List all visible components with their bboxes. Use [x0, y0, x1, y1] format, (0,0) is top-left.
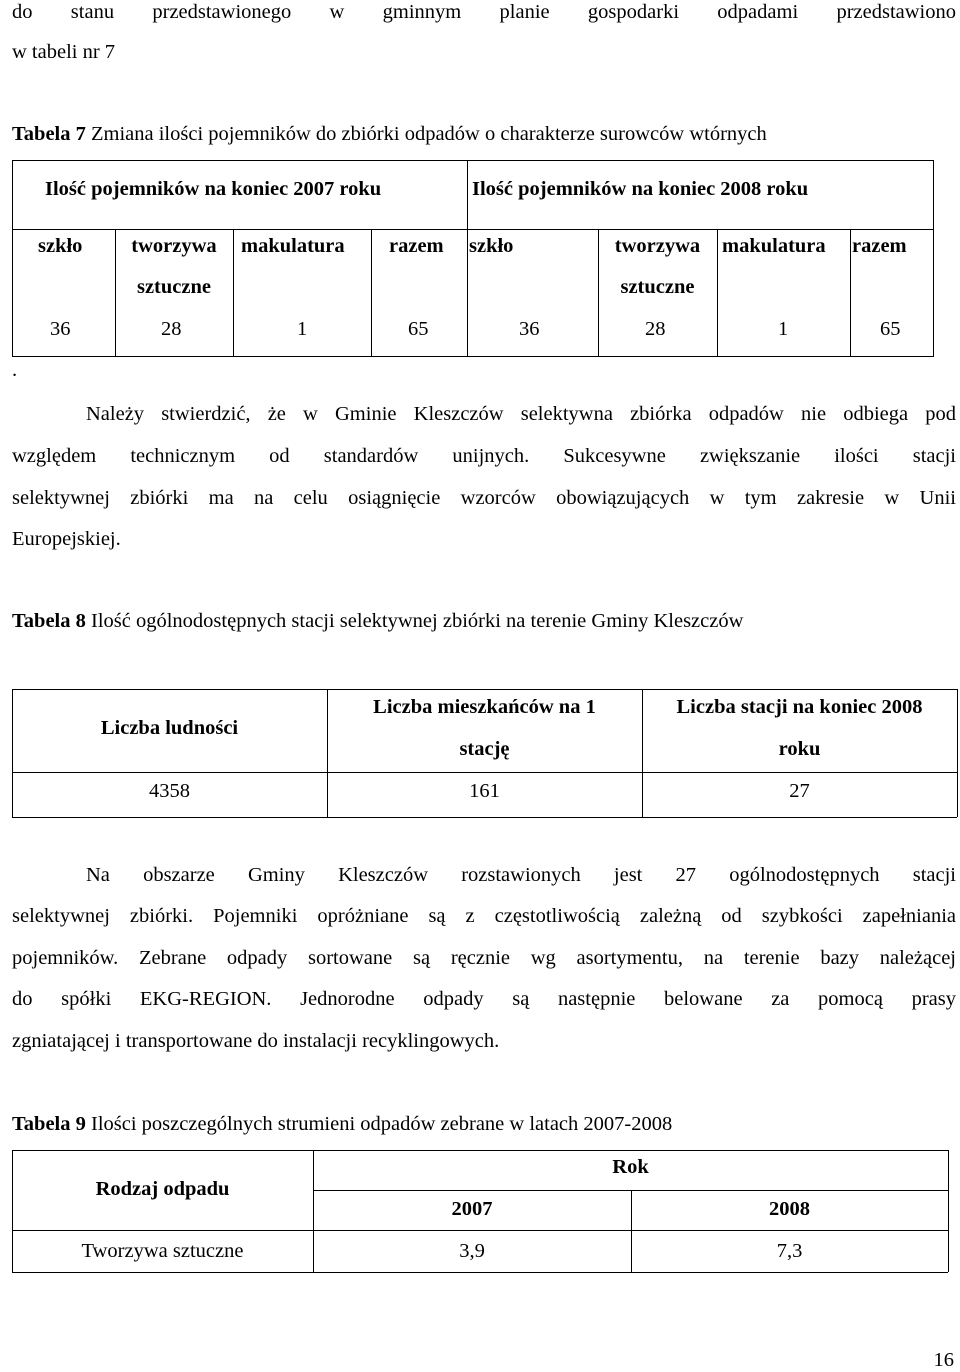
table7-caption-label: Tabela 7	[12, 123, 86, 145]
para1-line-1: Należy stwierdzić, że w Gminie Kleszczów selektywna zbiórka odpadów nie odbiega pod	[86, 403, 956, 425]
para1-line-4: Europejskiej.	[12, 528, 121, 550]
table8-header-ludnosc: Liczba ludności	[100, 717, 239, 739]
intro-line-2: w tabeli nr 7	[12, 41, 116, 63]
table9-header-rok: Rok	[612, 1156, 649, 1178]
table7-value-makulatura-2008: 1	[778, 318, 789, 340]
table8-value-ludnosc: 4358	[149, 780, 190, 802]
table7-value-razem-2007: 65	[408, 318, 429, 340]
table9-row-2007: 3,9	[459, 1240, 485, 1262]
table7-header-sztuczne-2007: sztuczne	[136, 276, 211, 298]
table8-header-stacje-2: roku	[778, 738, 821, 760]
table7-header-makulatura-2007: makulatura	[241, 235, 345, 257]
table7-header-tworzywa-2007: tworzywa	[131, 235, 217, 257]
table7-value-tworzywa-2007: 28	[161, 318, 182, 340]
table7-header-tworzywa-2008: tworzywa	[614, 235, 701, 257]
table9-row-2008: 7,3	[776, 1240, 803, 1262]
table7-value-szklo-2007: 36	[50, 318, 71, 340]
table9-row-label: Tworzywa sztuczne	[81, 1240, 244, 1262]
table7-header-szklo-2008: szkło	[469, 235, 514, 257]
table7-caption	[12, 122, 956, 146]
table9-header-2007: 2007	[451, 1198, 493, 1220]
intro-line-1: do stanu przedstawionego w gminnym planie gospodarki odpadami przedstawiono	[12, 1, 956, 23]
table7-value-makulatura-2007: 1	[297, 318, 308, 340]
table7-header-szklo-2007: szkło	[38, 235, 83, 257]
table7-value-razem-2008: 65	[880, 318, 901, 340]
table8-header-mieszkancy-2: stację	[459, 738, 510, 760]
table8-header-stacje-1: Liczba stacji na koniec 2008	[676, 696, 923, 718]
table9-header-rodzaj: Rodzaj odpadu	[95, 1178, 230, 1200]
table8-caption	[12, 609, 956, 633]
para2-line-2: selektywnej zbiórki. Pojemniki opróżniane są z częstotliwością zależną od szybkości zapełniania	[12, 905, 956, 927]
table9-caption	[12, 1112, 956, 1136]
table8-caption-label: Tabela 8	[12, 610, 86, 632]
para2-line-4: do spółki EKG-REGION. Jednorodne odpady są następnie belowane za pomocą prasy	[12, 988, 956, 1010]
table9-caption-text: Ilości poszczególnych strumieni odpadów zebrane w latach 2007-2008	[85, 1113, 673, 1135]
table7-value-tworzywa-2008: 28	[645, 318, 666, 340]
table7-group-2008: Ilość pojemników na koniec 2008 roku	[472, 178, 809, 200]
para2-line-5: zgniatającej i transportowane do instalacji recyklingowych.	[12, 1030, 500, 1052]
table7-header-sztuczne-2008: sztuczne	[620, 276, 695, 298]
table7-header-makulatura-2008: makulatura	[722, 235, 826, 257]
para1-line-3: selektywnej zbiórki ma na celu osiągnięcie wzorców obowiązujących w tym zakresie w Unii	[12, 487, 956, 509]
table8-caption-text: Ilość ogólnodostępnych stacji selektywnej zbiórki na terenie Gminy Kleszczów	[85, 610, 744, 632]
table7-caption-text: Zmiana ilości pojemników do zbiórki odpadów o charakterze surowców wtórnych	[85, 123, 767, 145]
table8-header-mieszkancy-1: Liczba mieszkańców na 1	[373, 696, 596, 718]
para1-line-2: względem technicznym od standardów unijnych. Sukcesywne zwiększanie ilości stacji	[12, 445, 956, 467]
table9-caption-label: Tabela 9	[12, 1113, 86, 1135]
para2-line-1: Na obszarze Gminy Kleszczów rozstawionych jest 27 ogólnodostępnych stacji	[86, 864, 956, 886]
table7-header-razem-2008: razem	[852, 235, 907, 257]
table8-value-stacje: 27	[789, 780, 810, 802]
para2-line-3: pojemników. Zebrane odpady sortowane są ręcznie wg asortymentu, na terenie bazy należącej	[12, 947, 956, 969]
table7-value-szklo-2008: 36	[519, 318, 540, 340]
table9-header-2008: 2008	[769, 1198, 810, 1220]
table8-value-mieszkancy: 161	[469, 780, 500, 802]
table7-group-2007: Ilość pojemników na koniec 2007 roku	[45, 178, 382, 200]
stray-dot: .	[12, 359, 18, 381]
table7-header-razem-2007: razem	[389, 235, 444, 257]
page-number: 16	[933, 1349, 954, 1371]
